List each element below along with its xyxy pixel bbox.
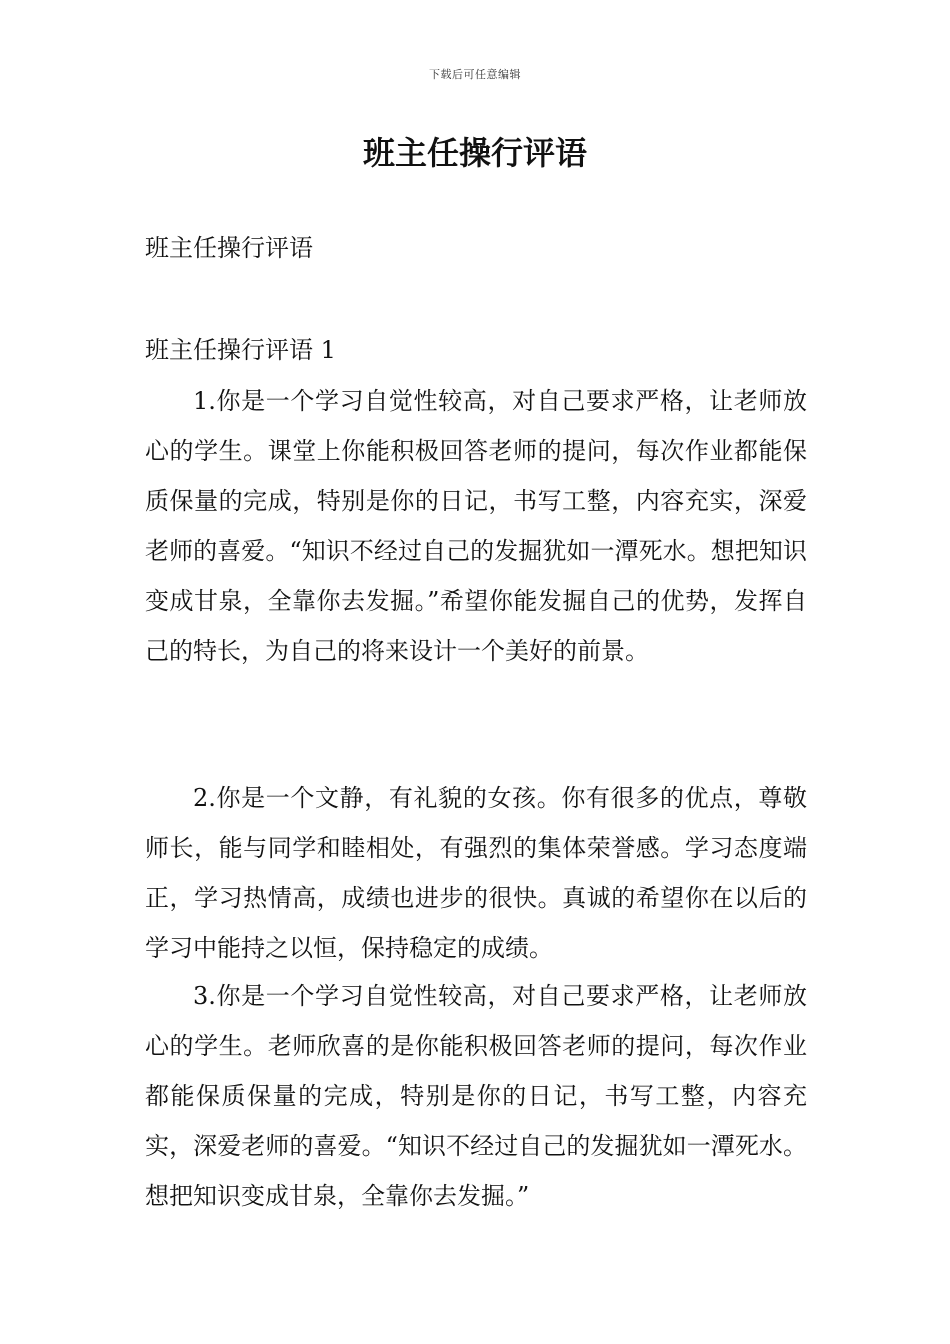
document-subtitle: 班主任操行评语 — [145, 234, 313, 262]
comment-paragraph-2: 2.你是一个文静，有礼貌的女孩。你有很多的优点，尊敬师长，能与同学和睦相处，有强烈的集体荣誉感。学习态度端正，学习热情高，成绩也进步的很快。真诚的希望你在以后的学习中能持之以恒，保持稳定的成绩。 — [145, 784, 807, 962]
section-heading: 班主任操行评语 1 — [145, 336, 336, 364]
comment-paragraph-3: 3.你是一个学习自觉性较高，对自己要求严格，让老师放心的学生。老师欣喜的是你能积极回答老师的提问，每次作业都能保质保量的完成，特别是你的日记，书写工整，内容充实，深爱老师的喜爱。“知识不经过自己的发掘犹如一潭死水。想把知识变成甘泉，全靠你去发掘。” — [145, 982, 807, 1210]
document-title: 班主任操行评语 — [362, 134, 587, 172]
header-note: 下载后可任意编辑 — [429, 68, 521, 81]
comment-paragraph-1: 1.你是一个学习自觉性较高，对自己要求严格，让老师放心的学生。课堂上你能积极回答老师的提问，每次作业都能保质保量的完成，特别是你的日记，书写工整，内容充实，深爱老师的喜爱。“知识不经过自己的发掘犹如一潭死水。想把知识变成甘泉，全靠你去发掘。”希望你能发掘自己的优势，发挥自己的特长，为自己的将来设计一个美好的前景。 — [145, 387, 807, 665]
